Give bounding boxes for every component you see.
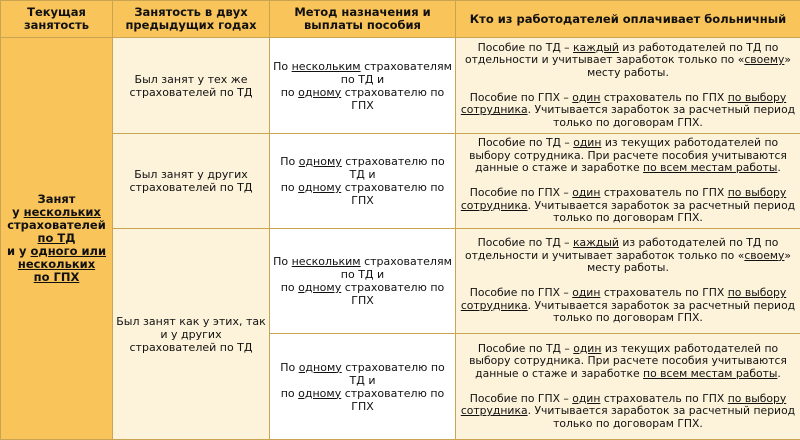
previous-employment-both: Был занят как у этих, так и у других страхователей по ТД	[113, 229, 270, 440]
payer-cell: Пособие по ТД – каждый из работодателей по ТД по отдельности и учитывает заработок только по «своему» месту работы. Пособие по ГПХ – один страхователь по ГПХ по выбору сотрудника. Учитывается заработок за расчетный период только по договорам ГПХ.	[456, 38, 800, 134]
employment-line: по ГПХ	[34, 270, 80, 284]
employment-line: Занят	[38, 192, 76, 206]
method-cell: По нескольким страхователям по ТД и по одному страхователю по ГПХ	[270, 38, 456, 134]
table-row	[1, 134, 800, 229]
header-payer: Кто из работодателей оплачивает больничный	[456, 1, 800, 38]
employment-line: нескольких	[18, 257, 95, 271]
current-employment-cell	[1, 38, 113, 440]
employment-line: страхователей	[7, 218, 106, 232]
header-previous-employment: Занятость в двух предыдущих годах	[113, 1, 270, 38]
header-method: Метод назначения и выплаты пособия	[270, 1, 456, 38]
payer-cell: Пособие по ТД – один из текущих работодателей по выбору сотрудника. При расчете пособия учитываются данные о стаже и заработке по всем местам работы. Пособие по ГПХ – один страхователь по ГПХ по выбору сотрудника. Учитывается заработок за расчетный период только по договорам ГПХ.	[456, 134, 800, 229]
employment-line: и у	[7, 244, 31, 258]
method-cell: По нескольким страхователям по ТД и по одному страхователю по ГПХ	[270, 229, 456, 334]
previous-employment-other: Был занят у других страхователей по ТД	[113, 134, 270, 229]
table-row	[1, 229, 800, 334]
employment-line: у	[12, 205, 24, 219]
employment-line: одного или	[31, 244, 107, 258]
payer-cell: Пособие по ТД – один из текущих работодателей по выбору сотрудника. При расчете пособия учитываются данные о стаже и заработке по всем местам работы. Пособие по ГПХ – один страхователь по ГПХ по выбору сотрудника. Учитывается заработок за расчетный период только по договорам ГПХ.	[456, 334, 800, 440]
employment-line: нескольких	[24, 205, 101, 219]
method-cell: По одному страхователю по ТД и по одному страхователю по ГПХ	[270, 334, 456, 440]
table-row	[1, 38, 800, 134]
method-cell: По одному страхователю по ТД и по одному страхователю по ГПХ	[270, 134, 456, 229]
header-row	[1, 1, 800, 38]
previous-employment-same: Был занят у тех же страхователей по ТД	[113, 38, 270, 134]
header-current-employment: Текущая занятость	[1, 1, 113, 38]
employment-line: по ТД	[38, 231, 76, 245]
payer-cell: Пособие по ТД – каждый из работодателей по ТД по отдельности и учитывает заработок только по «своему» месту работы. Пособие по ГПХ – один страхователь по ГПХ по выбору сотрудника. Учитывается заработок за расчетный период только по договорам ГПХ.	[456, 229, 800, 334]
